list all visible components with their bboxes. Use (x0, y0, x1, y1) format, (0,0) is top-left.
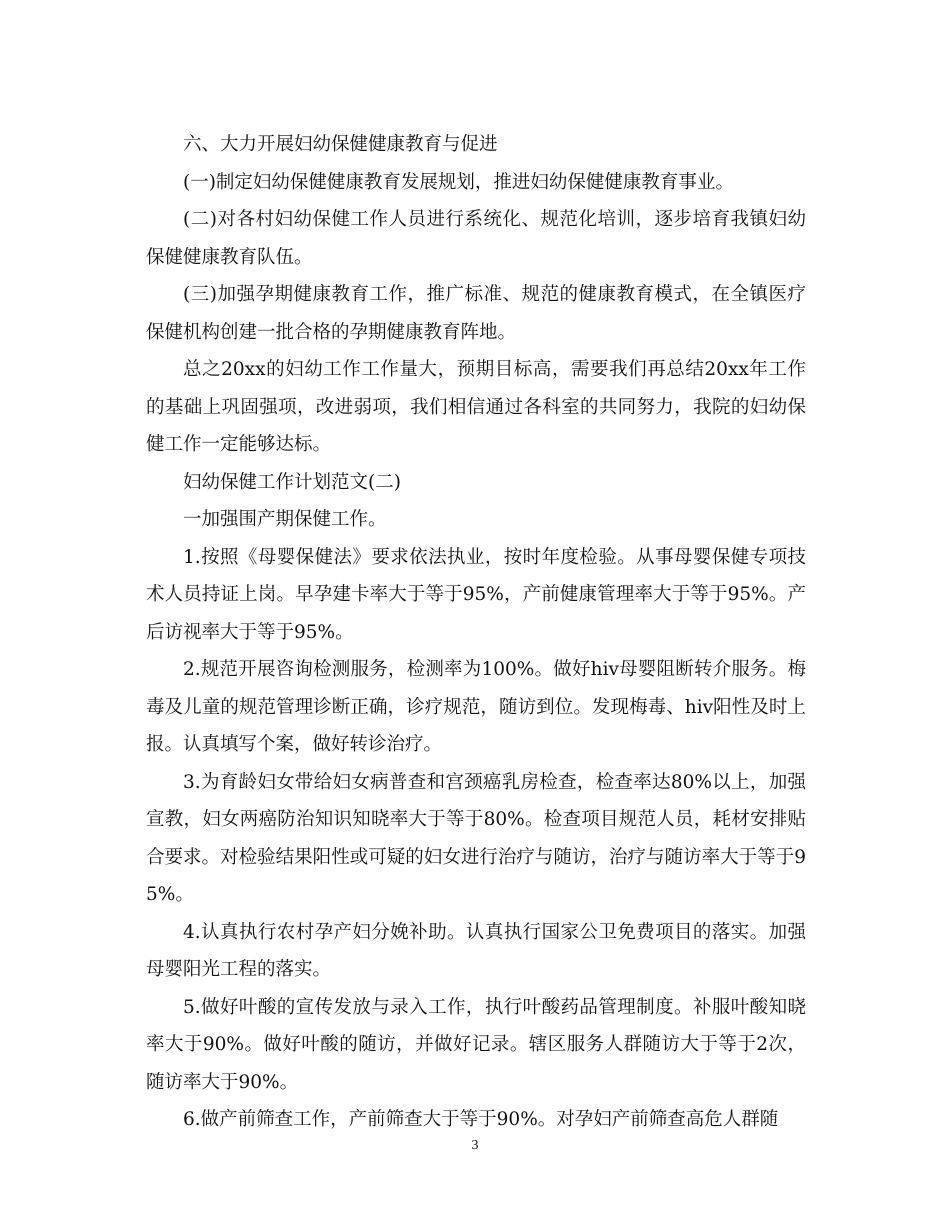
paragraph: (三)加强孕期健康教育工作，推广标准、规范的健康教育模式，在全镇医疗保健机构创建一批合格的孕期健康教育阵地。 (146, 284, 806, 343)
paragraph: 3.为育龄妇女带给妇女病普查和宫颈癌乳房检查，检查率达80%以上，加强宣教，妇女两癌防治知识知晓率大于等于80%。检查项目规范人员，耗材安排贴合要求。对检验结果阳性或可疑的妇女进行治疗与随访，治疗与随访率大于等于95%。 (146, 771, 806, 905)
page-number: 3 (471, 1138, 479, 1153)
paragraph: 4.认真执行农村孕产妇分娩补助。认真执行国家公卫免费项目的落实。加强母婴阳光工程的落实。 (146, 921, 806, 980)
paragraph: 1.按照《母婴保健法》要求依法执业，按时年度检验。从事母婴保健专项技术人员持证上岗。早孕建卡率大于等于95%，产前健康管理率大于等于95%。产后访视率大于等于95%。 (146, 546, 806, 643)
section-heading: 妇幼保健工作计划范文(二) (183, 471, 401, 493)
section-heading: 六、大力开展妇幼保健健康教育与促进 (183, 134, 498, 155)
paragraph: 6.做产前筛查工作，产前筛查大于等于90%。对孕妇产前筛查高危人群随 (183, 1109, 779, 1130)
document-body (146, 126, 806, 1139)
paragraph: 总之20xx的妇幼工作工作量大，预期目标高，需要我们再总结20xx年工作的基础上巩固强项，改进弱项，我们相信通过各科室的共同努力，我院的妇幼保健工作一定能够达标。 (146, 359, 806, 455)
paragraph: 5.做好叶酸的宣传发放与录入工作，执行叶酸药品管理制度。补服叶酸知晓率大于90%。做好叶酸的随访，并做好记录。辖区服务人群随访大于等于2次，随访率大于90%。 (146, 996, 806, 1093)
paragraph: (二)对各村妇幼保健工作人员进行系统化、规范化培训，逐步培育我镇妇幼保健健康教育队伍。 (146, 209, 806, 268)
paragraph: (一)制定妇幼保健健康教育发展规划，推进妇幼保健健康教育事业。 (183, 171, 734, 193)
section-heading: 一加强围产期保健工作。 (183, 509, 387, 530)
paragraph: 2.规范开展咨询检测服务，检测率为100%。做好hiv母婴阻断转介服务。梅毒及儿童的规范管理诊断正确，诊疗规范，随访到位。发现梅毒、hiv阳性及时上报。认真填写个案，做好转诊治疗。 (146, 659, 806, 755)
